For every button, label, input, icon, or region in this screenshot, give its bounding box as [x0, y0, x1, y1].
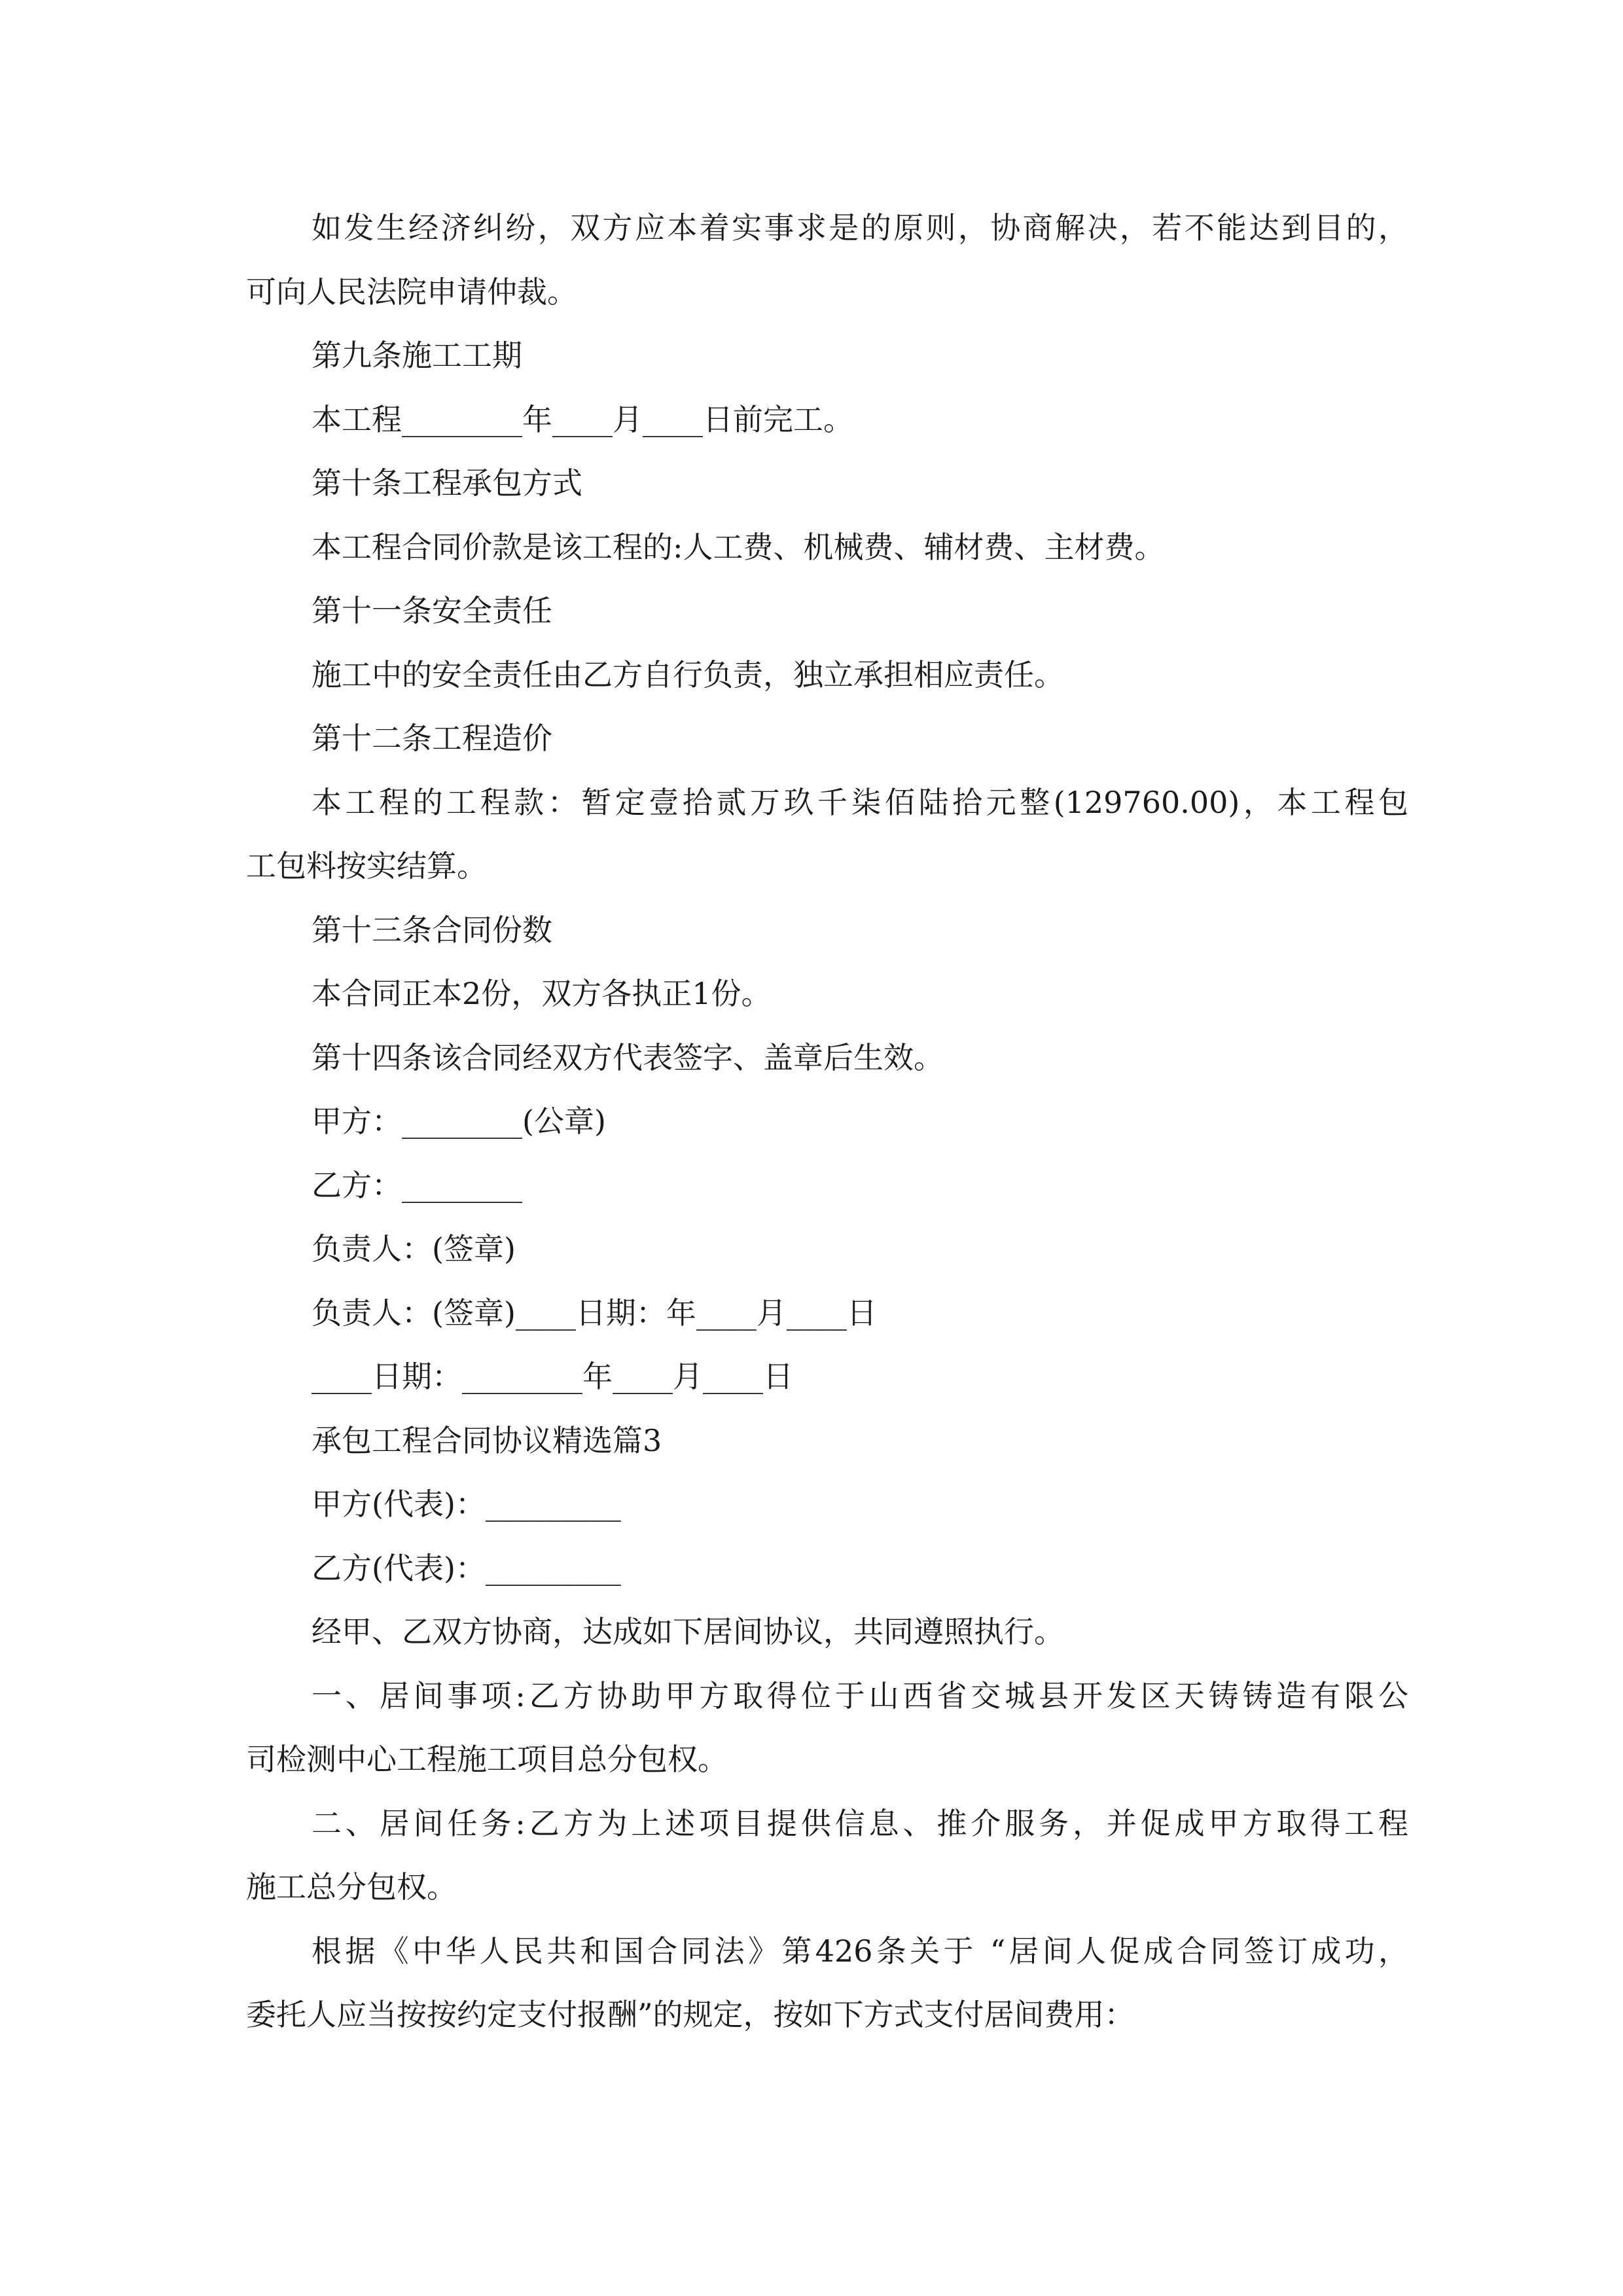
responsible-person-2-date: 负责人：(签章)____日期：年____月____日 — [312, 1295, 877, 1331]
article-11-text: 施工中的安全责任由乙方自行负责，独立承担相应责任。 — [312, 656, 1064, 692]
section-title-contract-3: 承包工程合同协议精选篇3 — [312, 1422, 662, 1458]
item-2-line-1: 二、居间任务:乙方为上述项目提供信息、推介服务，并促成甲方取得工程 — [312, 1805, 1408, 1841]
signing-date: ____日期：________年____月____日 — [312, 1359, 793, 1394]
item-2-line-2: 施工总分包权。 — [246, 1869, 457, 1905]
paragraph-dispute-line-1: 如发生经济纠纷，双方应本着实事求是的原则，协商解决，若不能达到目的， — [312, 210, 1408, 245]
article-10-heading: 第十条工程承包方式 — [312, 465, 582, 501]
responsible-person-1: 负责人：(签章) — [312, 1231, 516, 1266]
party-b-representative: 乙方(代表)：_________ — [312, 1550, 621, 1586]
article-9-heading: 第九条施工工期 — [312, 338, 522, 373]
article-12-text-line-2: 工包料按实结算。 — [246, 848, 487, 884]
article-11-heading: 第十一条安全责任 — [312, 593, 552, 628]
article-13-heading: 第十三条合同份数 — [312, 912, 552, 948]
article-14-heading: 第十四条该合同经双方代表签字、盖章后生效。 — [312, 1039, 944, 1075]
law-reference-line-1: 根据《中华人民共和国合同法》第426条关于 “居间人促成合同签订成功， — [312, 1933, 1408, 1969]
party-b-signature: 乙方：________ — [312, 1167, 522, 1203]
party-a-signature: 甲方：________(公章) — [312, 1103, 606, 1139]
law-reference-line-2: 委托人应当按按约定支付报酬”的规定，按如下方式支付居间费用： — [246, 1997, 1135, 2032]
article-9-text: 本工程________年____月____日前完工。 — [312, 401, 853, 437]
article-10-text: 本工程合同价款是该工程的:人工费、机械费、辅材费、主材费。 — [312, 529, 1165, 565]
article-13-text: 本合同正本2份，双方各执正1份。 — [312, 976, 772, 1011]
party-a-representative: 甲方(代表)：_________ — [312, 1486, 621, 1522]
agreement-intro: 经甲、乙双方协商，达成如下居间协议，共同遵照执行。 — [312, 1614, 1064, 1649]
item-1-line-1: 一、居间事项:乙方协助甲方取得位于山西省交城县开发区天铸铸造有限公 — [312, 1677, 1408, 1713]
article-12-heading: 第十二条工程造价 — [312, 721, 552, 756]
document-body — [246, 196, 1408, 2047]
article-12-text-line-1: 本工程的工程款：暂定壹拾贰万玖千柒佰陆拾元整(129760.00)，本工程包 — [312, 784, 1408, 820]
paragraph-dispute-line-2: 可向人民法院申请仲裁。 — [246, 274, 577, 310]
item-1-line-2: 司检测中心工程施工项目总分包权。 — [246, 1742, 728, 1777]
